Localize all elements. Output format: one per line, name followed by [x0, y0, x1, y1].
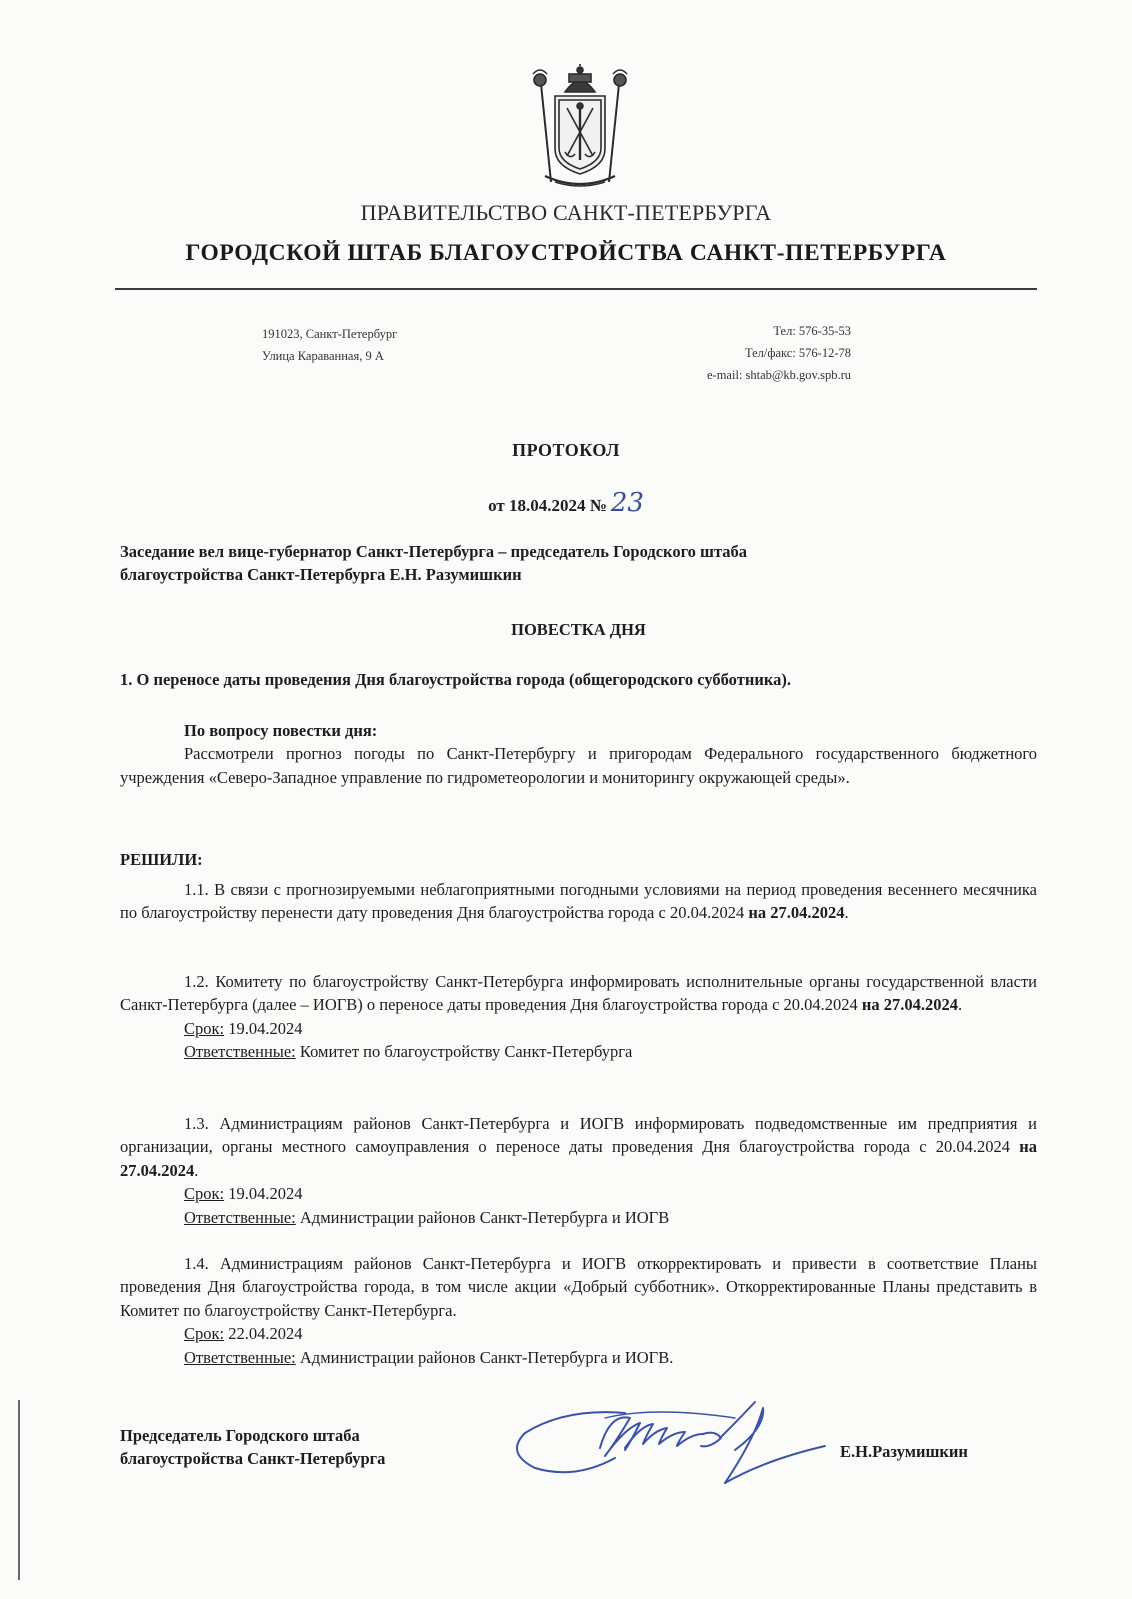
agenda-item-1: 1. О переносе даты проведения Дня благоустройства города (общегородского субботника). [120, 670, 791, 689]
decision-text: 1.4. Администрациям районов Санкт-Петербурга и ИОГВ откорректировать и привести в соответствие Планы проведения Дня благоустройства города, в том числе акции «Добрый субботник». Откорректированные Планы представить в Комитет по благоустройству Санкт-Петербурга. [120, 1254, 1037, 1320]
decision-text: 1.3. Администрациям районов Санкт-Петербурга и ИОГВ информировать подведомственные им предприятия и организации, органы местного самоуправления о переносе даты проведения Дня благоустройства города с 20.04.2024 [120, 1114, 1037, 1157]
handwritten-signature [505, 1388, 835, 1498]
position-line: Председатель Городского штаба [120, 1426, 360, 1445]
responsible-line [184, 1346, 1037, 1369]
government-title: ПРАВИТЕЛЬСТВО САНКТ-ПЕТЕРБУРГА [360, 200, 772, 225]
address-line: Улица Караванная, 9 А [262, 349, 384, 363]
scan-edge-mark [18, 1400, 20, 1580]
spb-coat-of-arms-icon [525, 64, 635, 194]
deadline-label: Срок: [184, 1324, 225, 1344]
chair-line: благоустройства Санкт-Петербурга Е.Н. Разумишкин [120, 565, 522, 585]
header-divider [115, 288, 1037, 290]
signoff-position [120, 1424, 520, 1471]
deadline-line [184, 1182, 1037, 1205]
responsible-value: Комитет по благоустройству Санкт-Петербурга [299, 1042, 633, 1062]
new-date: на 27.04.2024 [748, 903, 845, 923]
position-line: благоустройства Санкт-Петербурга [120, 1449, 386, 1469]
deadline-value: 19.04.2024 [228, 1018, 303, 1038]
headquarters-title: ГОРОДСКОЙ ШТАБ БЛАГОУСТРОЙСТВА САНКТ-ПЕТЕРБУРГА [185, 240, 947, 266]
deadline-line [184, 1017, 1037, 1040]
decision-1-3 [120, 1112, 1037, 1229]
responsible-value: Администрации районов Санкт-Петербурга и ИОГВ [299, 1207, 670, 1227]
responsible-line [184, 1040, 1037, 1063]
question-heading: По вопросу повестки дня: [184, 721, 378, 740]
decision-1-4 [120, 1252, 1037, 1369]
chair-line: Заседание вел вице-губернатор Санкт-Петербурга – председатель Городского штаба [120, 542, 748, 561]
address-line: 191023, Санкт-Петербург [262, 327, 398, 341]
responsible-value: Администрации районов Санкт-Петербурга и ИОГВ. [299, 1347, 674, 1367]
email-text: e-mail: shtab@kb.gov.spb.ru [706, 368, 851, 382]
deadline-line [184, 1322, 1037, 1345]
deadline-value: 19.04.2024 [228, 1184, 303, 1204]
decision-text: 1.2. Комитету по благоустройству Санкт-Петербурга информировать исполнительные органы государственной власти Санкт-Петербурга (далее – ИОГВ) о переносе даты проведения Дня благоустройства города с 20.04.2024 [120, 972, 1037, 1015]
phone-text: Тел: 576-35-53 [773, 324, 851, 338]
decision-1-1: 1.1. В связи с прогнозируемыми неблагоприятными погодными условиями на период проведения весеннего месячника по благоустройству перенести дату проведения Дня благоустройства города с 20.04.2024 на 27.04.2024. [120, 880, 1037, 923]
decision-text: 1.1. В связи с прогнозируемыми неблагоприятными погодными условиями на период проведения весеннего месячника по благоустройству перенести дату проведения Дня благоустройства города с 20.04.2024 [120, 880, 1037, 923]
protocol-date: от 18.04.2024 № [488, 496, 607, 515]
responsible-label: Ответственные: [184, 1042, 296, 1062]
agenda-heading: ПОВЕСТКА ДНЯ [511, 620, 646, 639]
question-section [120, 719, 1037, 789]
fax-text: Тел/факс: 576-12-78 [744, 346, 851, 360]
decision-body: 1.3. Администрациям районов Санкт-Петербурга и ИОГВ информировать подведомственные им предприятия и организации, органы местного самоуправления о переносе даты проведения Дня благоустройства города с 20.04.2024 на 27.04.2024. [120, 1114, 1037, 1180]
deadline-label: Срок: [184, 1184, 225, 1204]
protocol-title: ПРОТОКОЛ [512, 440, 620, 460]
decided-heading: РЕШИЛИ: [120, 850, 203, 869]
new-date: на 27.04.2024 [120, 1137, 1037, 1180]
question-text: Рассмотрели прогноз погоды по Санкт-Петербургу и пригородам Федерального государственного бюджетного учреждения «Северо-Западное управление по гидрометеорологии и мониторингу окружающей среды». [120, 744, 1037, 787]
decision-body: 1.2. Комитету по благоустройству Санкт-Петербурга информировать исполнительные органы государственной власти Санкт-Петербурга (далее – ИОГВ) о переносе даты проведения Дня благоустройства города с 20.04.2024 на 27.04.2024. [120, 972, 1037, 1015]
responsible-line [184, 1206, 1037, 1229]
responsible-label: Ответственные: [184, 1207, 296, 1227]
deadline-label: Срок: [184, 1018, 225, 1038]
decision-1-2 [120, 970, 1037, 1064]
new-date: на 27.04.2024 [861, 995, 959, 1015]
contacts-block [707, 320, 851, 386]
deadline-value: 22.04.2024 [228, 1324, 303, 1344]
protocol-number-handwritten: 23 [610, 488, 644, 518]
signoff-name: Е.Н.Разумишкин [840, 1442, 968, 1461]
protocol-date-line [0, 488, 1132, 518]
chair-statement [120, 540, 1037, 587]
address-block [262, 323, 397, 367]
responsible-label: Ответственные: [184, 1347, 296, 1367]
